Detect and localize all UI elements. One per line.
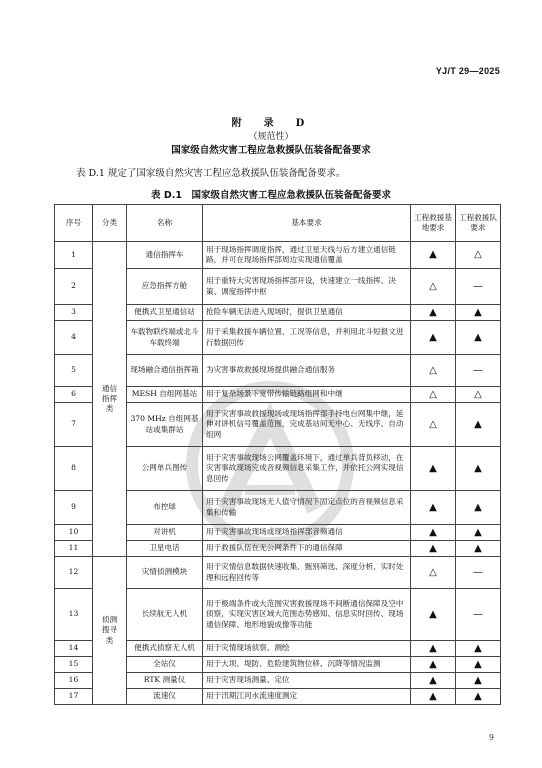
row-basic: 为灾害事故救援现场提供融合通信服务 bbox=[203, 355, 411, 387]
row-basic: 抢险车辆无法进入现场时，提供卫星通信 bbox=[203, 305, 411, 321]
row-basic: 用于灾害事故现场公网覆盖环境下，通过单兵背负移动，在灾害事故现场完成音视频信息采集工作，并依托公网实现信息回传 bbox=[203, 447, 411, 491]
row-name: 370 MHz 自组网基站或集群站 bbox=[127, 403, 203, 447]
appendix-title: 附 录 D bbox=[231, 118, 311, 129]
row-basic: 用于复杂场景下宽带传输链路组网和中继 bbox=[203, 387, 411, 403]
row-base-mark: ▲ bbox=[411, 242, 456, 269]
category-cell: 通信指挥类 bbox=[93, 242, 127, 557]
equipment-table bbox=[54, 204, 501, 705]
row-no: 2 bbox=[55, 269, 93, 305]
row-base-mark: ▲ bbox=[411, 589, 456, 641]
row-name: 便携式侦察无人机 bbox=[127, 641, 203, 657]
row-no: 15 bbox=[55, 657, 93, 673]
row-team-mark: ▲ bbox=[456, 641, 501, 657]
row-team-mark: ▲ bbox=[456, 689, 501, 705]
page-number: 9 bbox=[488, 733, 494, 742]
row-no: 1 bbox=[55, 242, 93, 269]
row-team-mark: ▲ bbox=[456, 447, 501, 491]
intro-paragraph: 表 D.1 规定了国家级自然灾害工程应急救援队伍装备配备要求。 bbox=[76, 168, 346, 179]
category-cell: 侦测搜寻类 bbox=[93, 557, 127, 705]
row-basic: 用于灾害现场测量、定位 bbox=[203, 673, 411, 689]
row-team-mark: ▲ bbox=[456, 491, 501, 525]
row-name: 公网单兵图传 bbox=[127, 447, 203, 491]
table-caption: 表 D.1 国家级自然灾害工程应急救援队伍装备配备要求 bbox=[151, 190, 391, 201]
row-name: 全站仪 bbox=[127, 657, 203, 673]
row-team-mark: — bbox=[456, 557, 501, 589]
row-name: 对讲机 bbox=[127, 525, 203, 541]
row-basic: 用于极端条件或大范围灾害救援现场不间断通信保障及空中侦察，实现灾害区域大范围态势感知、信息实时回传、现场通信保障、地形地貌成像等功能 bbox=[203, 589, 411, 641]
row-name: 便携式卫星通信站 bbox=[127, 305, 203, 321]
header-name: 名称 bbox=[127, 205, 203, 242]
row-base-mark: ▲ bbox=[411, 305, 456, 321]
row-name: 布控球 bbox=[127, 491, 203, 525]
row-base-mark: △ bbox=[411, 557, 456, 589]
row-team-mark: ▲ bbox=[456, 673, 501, 689]
row-base-mark: △ bbox=[411, 269, 456, 305]
row-team-mark: ▲ bbox=[456, 525, 501, 541]
row-name: 应急指挥方舱 bbox=[127, 269, 203, 305]
row-no: 6 bbox=[55, 387, 93, 403]
row-no: 3 bbox=[55, 305, 93, 321]
row-name: 流速仪 bbox=[127, 689, 203, 705]
row-team-mark: ▲ bbox=[456, 305, 501, 321]
row-base-mark: ▲ bbox=[411, 689, 456, 705]
row-team-mark: ▲ bbox=[456, 321, 501, 355]
row-basic: 用于重特大灾害现场指挥部开设，快速建立一线指挥、决策、调度指挥中枢 bbox=[203, 269, 411, 305]
row-basic: 用于汛期江河水流速度测定 bbox=[203, 689, 411, 705]
row-no: 7 bbox=[55, 403, 93, 447]
row-name: RTK 测量仪 bbox=[127, 673, 203, 689]
row-basic: 用于现场指挥调度指挥，通过卫星天线与后方建立通信链路，并可在现场指挥部周边实现通信覆盖 bbox=[203, 242, 411, 269]
row-no: 9 bbox=[55, 491, 93, 525]
row-team-mark: — bbox=[456, 355, 501, 387]
header-base: 工程救援基地要求 bbox=[411, 205, 456, 242]
row-team-mark: ▲ bbox=[456, 657, 501, 673]
row-base-mark: ▲ bbox=[411, 541, 456, 557]
row-no: 17 bbox=[55, 689, 93, 705]
table-row bbox=[55, 557, 501, 589]
row-base-mark: ▲ bbox=[411, 447, 456, 491]
row-base-mark: △ bbox=[411, 403, 456, 447]
row-base-mark: △ bbox=[411, 355, 456, 387]
row-basic: 用于灾害事故救援现场或现场指挥部手持电台网集中继，延伸对讲机信号覆盖范围，完成基站间无中心、无线序、自动组网 bbox=[203, 403, 411, 447]
header-no: 序号 bbox=[55, 205, 93, 242]
row-base-mark: ▲ bbox=[411, 641, 456, 657]
row-base-mark: ▲ bbox=[411, 491, 456, 525]
row-no: 14 bbox=[55, 641, 93, 657]
row-no: 5 bbox=[55, 355, 93, 387]
row-basic: 用于灾害事故现场或现场指挥部音频通信 bbox=[203, 525, 411, 541]
row-name: 现场融合通信指挥箱 bbox=[127, 355, 203, 387]
row-no: 16 bbox=[55, 673, 93, 689]
table-row bbox=[55, 242, 501, 269]
row-base-mark: △ bbox=[411, 387, 456, 403]
row-name: MESH 自组网基站 bbox=[127, 387, 203, 403]
row-basic: 用于采集救援车辆位置、工况等信息，并利用北斗短报文进行数据回传 bbox=[203, 321, 411, 355]
appendix-type: （规范性） bbox=[248, 132, 294, 142]
row-basic: 用于救援队伍在无公网条件下的通信保障 bbox=[203, 541, 411, 557]
row-name: 卫星电话 bbox=[127, 541, 203, 557]
header-team: 工程救援队要求 bbox=[456, 205, 501, 242]
row-basic: 用于灾情现场侦察、测绘 bbox=[203, 641, 411, 657]
row-base-mark: ▲ bbox=[411, 657, 456, 673]
row-name: 长续航无人机 bbox=[127, 589, 203, 641]
row-name: 车载物联终端或北斗车载终端 bbox=[127, 321, 203, 355]
row-no: 8 bbox=[55, 447, 93, 491]
row-team-mark: △ bbox=[456, 387, 501, 403]
row-team-mark: — bbox=[456, 269, 501, 305]
header-basic: 基本要求 bbox=[203, 205, 411, 242]
row-base-mark: ▲ bbox=[411, 525, 456, 541]
row-no: 13 bbox=[55, 589, 93, 641]
row-team-mark: ▲ bbox=[456, 541, 501, 557]
row-base-mark: ▲ bbox=[411, 673, 456, 689]
row-basic: 用于灾害事故现场无人值守情况下固定点位的音视频信息采集和传输 bbox=[203, 491, 411, 525]
table-header-row bbox=[55, 205, 501, 242]
row-basic: 用于灾情信息数据快速收集、甄别筛选、深度分析、实时处理和远程回传等 bbox=[203, 557, 411, 589]
row-team-mark: △ bbox=[456, 242, 501, 269]
appendix-heading: 国家级自然灾害工程应急救援队伍装备配备要求 bbox=[171, 145, 371, 156]
row-base-mark: ▲ bbox=[411, 321, 456, 355]
row-team-mark: — bbox=[456, 589, 501, 641]
row-basic: 用于大坝、堤防、危险建筑物位移、沉降等情况监测 bbox=[203, 657, 411, 673]
row-no: 12 bbox=[55, 557, 93, 589]
row-no: 4 bbox=[55, 321, 93, 355]
standard-code: YJ/T 29—2025 bbox=[435, 66, 500, 76]
row-name: 通信指挥车 bbox=[127, 242, 203, 269]
row-team-mark: ▲ bbox=[456, 403, 501, 447]
header-category: 分类 bbox=[93, 205, 127, 242]
row-name: 灾情侦测模块 bbox=[127, 557, 203, 589]
row-no: 10 bbox=[55, 525, 93, 541]
row-no: 11 bbox=[55, 541, 93, 557]
